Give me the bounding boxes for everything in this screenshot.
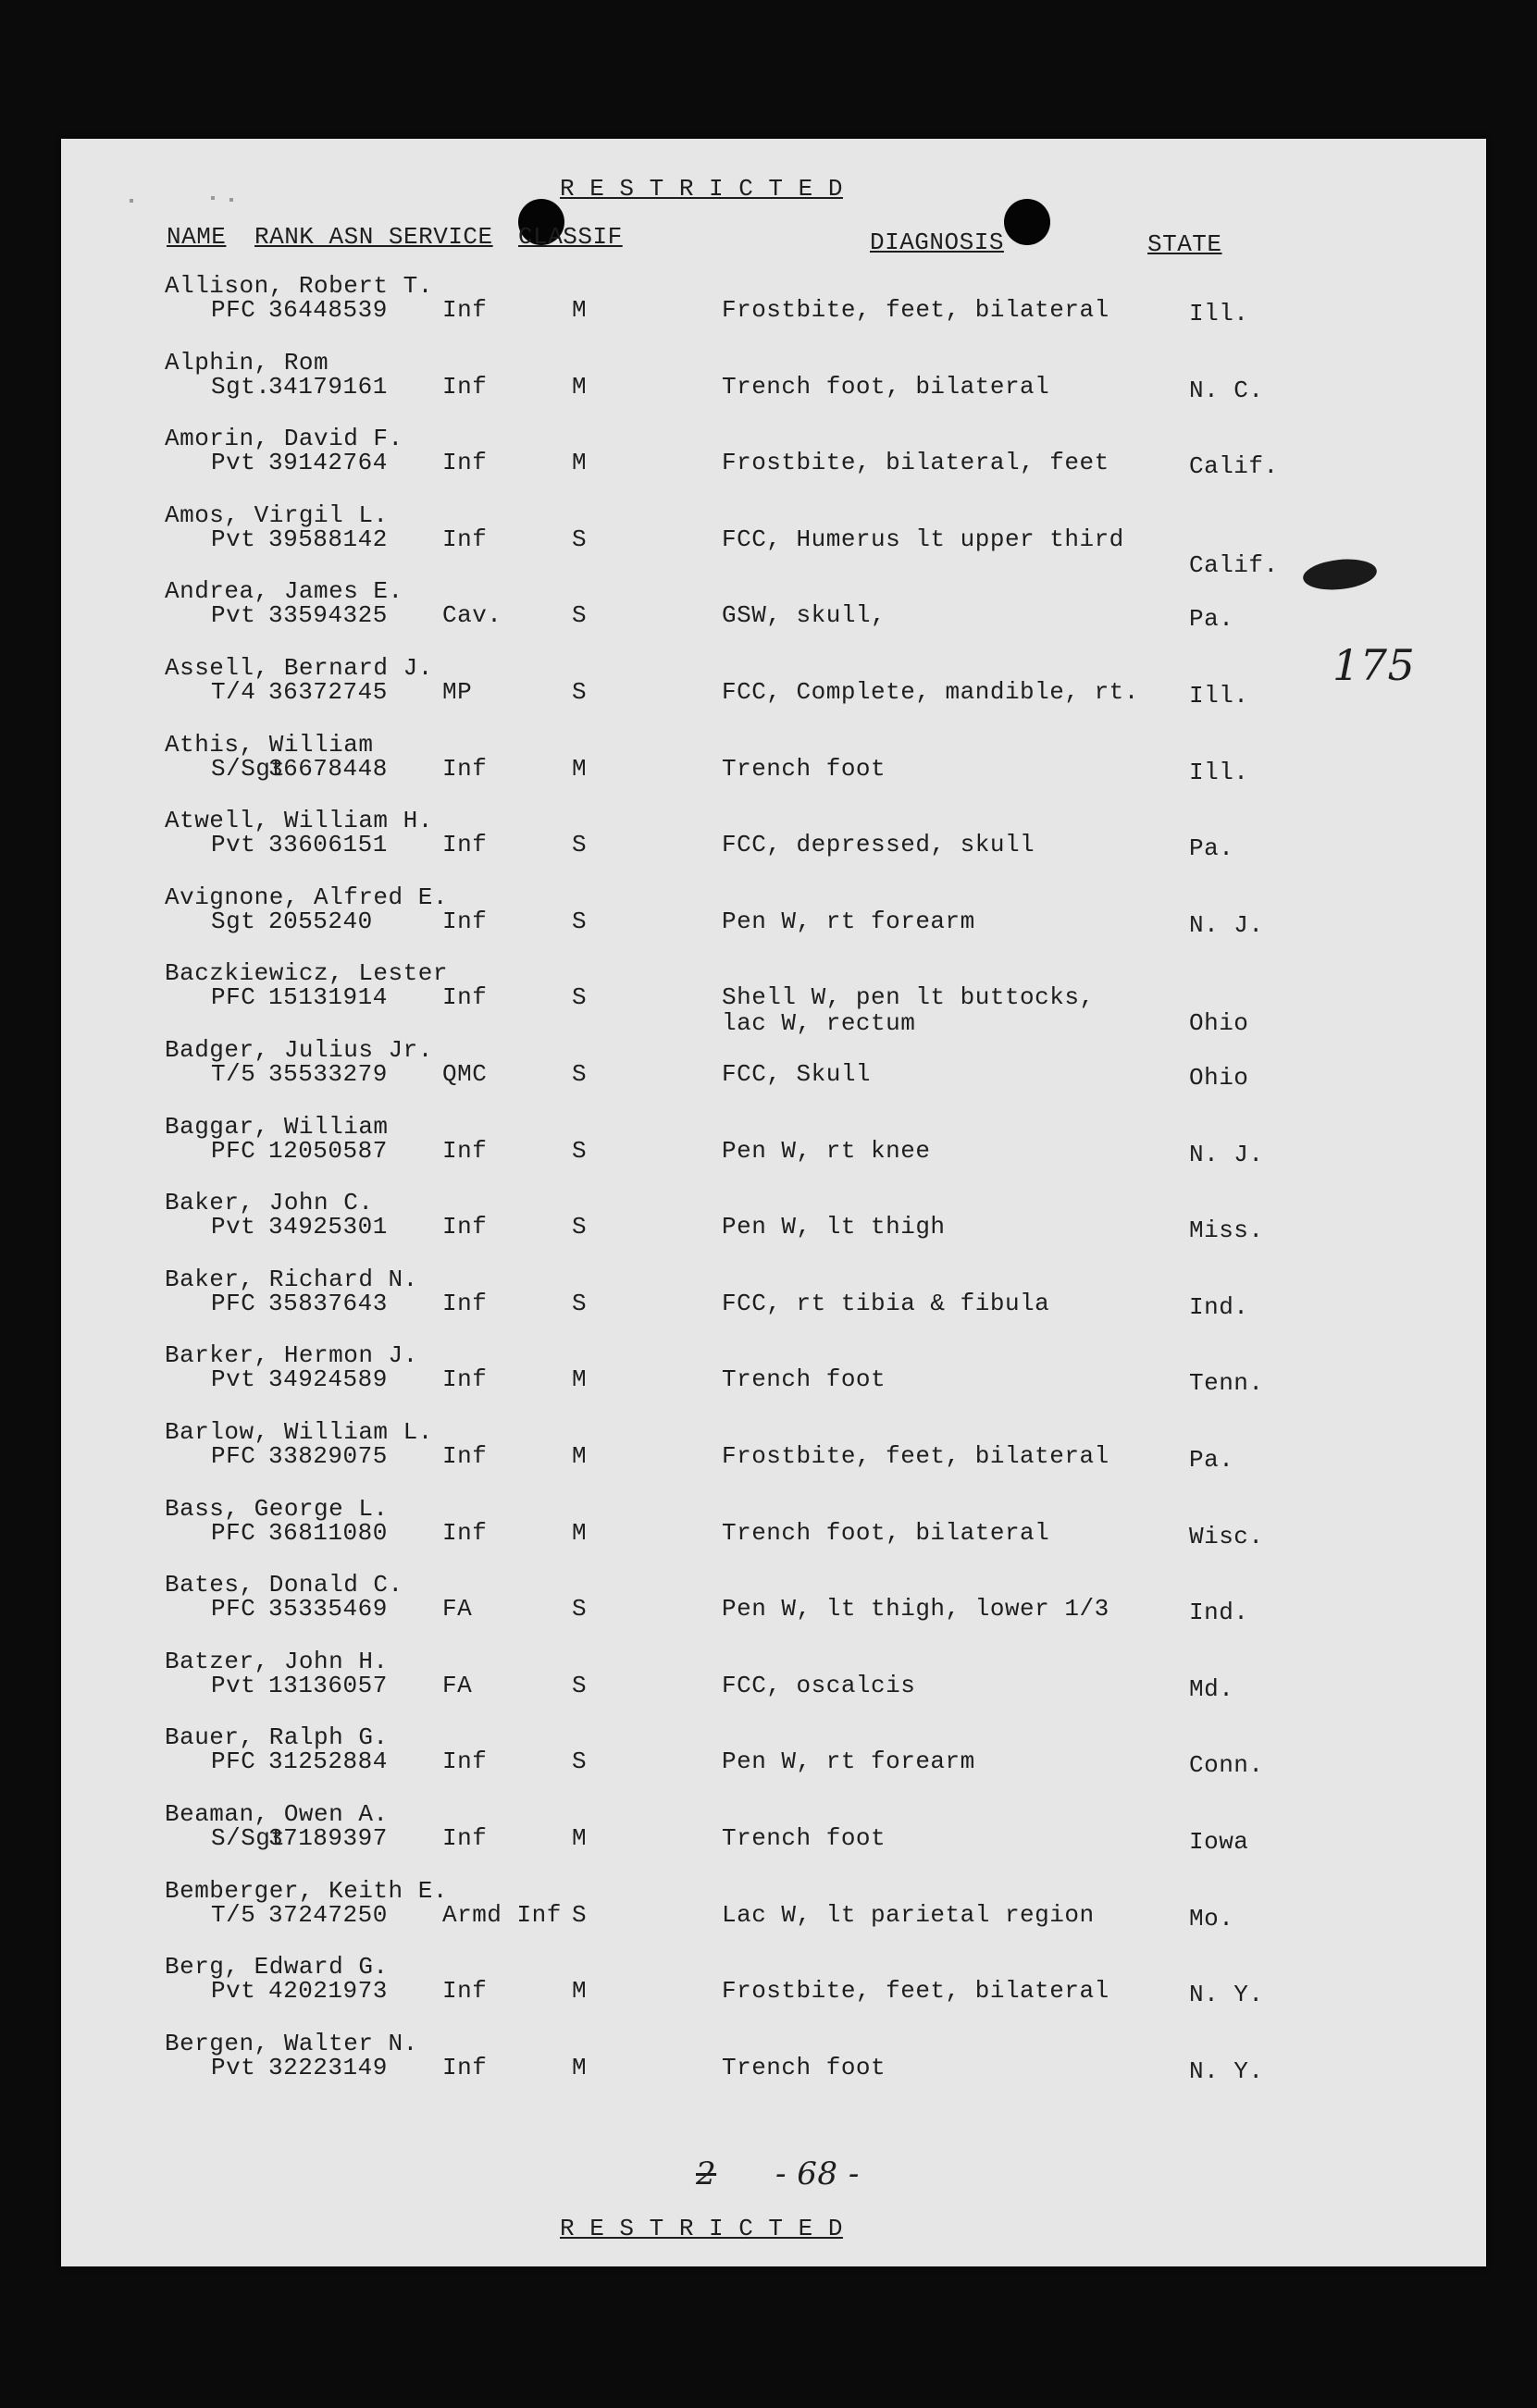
diagnosis-line: Shell W, pen lt buttocks, bbox=[722, 983, 1095, 1011]
state: Tenn. bbox=[1189, 1369, 1264, 1397]
restricted-stamp-bottom: R E S T R I C T E D bbox=[560, 2215, 843, 2242]
soldier-name: Batzer, John H. bbox=[165, 1648, 389, 1675]
state: Miss. bbox=[1189, 1216, 1264, 1244]
service-number: 36678448 bbox=[268, 755, 388, 783]
diagnosis-line: Pen W, lt thigh bbox=[722, 1213, 946, 1241]
service-branch: Inf bbox=[442, 373, 488, 401]
rank: Pvt bbox=[211, 525, 256, 553]
service-branch: Inf bbox=[442, 1137, 488, 1165]
rank: T/5 bbox=[211, 1060, 256, 1088]
rank: T/5 bbox=[211, 1901, 256, 1929]
state: Ohio bbox=[1189, 1064, 1249, 1092]
rank: PFC bbox=[211, 1290, 256, 1317]
service-branch: Inf bbox=[442, 1747, 488, 1775]
classification: M bbox=[572, 2054, 588, 2081]
diagnosis-line: FCC, Complete, mandible, rt. bbox=[722, 678, 1139, 706]
classification: M bbox=[572, 1519, 588, 1547]
service-branch: Inf bbox=[442, 296, 488, 324]
state: Ill. bbox=[1189, 682, 1249, 710]
rank: Pvt bbox=[211, 601, 256, 629]
state: Pa. bbox=[1189, 1446, 1234, 1474]
diagnosis-line: FCC, Humerus lt upper third bbox=[722, 525, 1124, 553]
service-number: 35837643 bbox=[268, 1290, 388, 1317]
soldier-name: Barlow, William L. bbox=[165, 1418, 433, 1446]
diagnosis-line: Pen W, lt thigh, lower 1/3 bbox=[722, 1595, 1109, 1623]
service-branch: Inf bbox=[442, 1365, 488, 1393]
service-number: 39588142 bbox=[268, 525, 388, 553]
rank: Pvt bbox=[211, 2054, 256, 2081]
rank: S/Sgt bbox=[211, 1824, 286, 1852]
state: Pa. bbox=[1189, 834, 1234, 862]
state: N. Y. bbox=[1189, 2057, 1264, 2085]
service-number: 39142764 bbox=[268, 449, 388, 476]
punch-hole-right bbox=[1004, 199, 1050, 245]
rank: Sgt bbox=[211, 908, 256, 935]
header-diagnosis: DIAGNOSIS bbox=[870, 228, 1004, 256]
service-number: 35533279 bbox=[268, 1060, 388, 1088]
diagnosis-line: Trench foot bbox=[722, 1824, 886, 1852]
scan-speck bbox=[211, 196, 215, 200]
service-branch: Inf bbox=[442, 525, 488, 553]
classification: M bbox=[572, 449, 588, 476]
service-number: 36372745 bbox=[268, 678, 388, 706]
service-branch: Cav. bbox=[442, 601, 502, 629]
diagnosis-line: Pen W, rt knee bbox=[722, 1137, 931, 1165]
service-number: 37247250 bbox=[268, 1901, 388, 1929]
soldier-name: Baker, Richard N. bbox=[165, 1266, 418, 1293]
state: Conn. bbox=[1189, 1751, 1264, 1779]
service-branch: Inf bbox=[442, 449, 488, 476]
service-branch: FA bbox=[442, 1595, 473, 1623]
classification: S bbox=[572, 1137, 588, 1165]
state: Ill. bbox=[1189, 759, 1249, 786]
diagnosis-line: Trench foot, bilateral bbox=[722, 373, 1050, 401]
state: Mo. bbox=[1189, 1905, 1234, 1933]
classification: S bbox=[572, 1213, 588, 1241]
rank: Pvt bbox=[211, 1213, 256, 1241]
service-number: 33829075 bbox=[268, 1442, 388, 1470]
diagnosis-line: Frostbite, feet, bilateral bbox=[722, 1977, 1109, 2005]
diagnosis-line: GSW, skull, bbox=[722, 601, 886, 629]
service-number: 42021973 bbox=[268, 1977, 388, 2005]
service-number: 13136057 bbox=[268, 1672, 388, 1699]
soldier-name: Alphin, Rom bbox=[165, 349, 329, 377]
soldier-name: Allison, Robert T. bbox=[165, 272, 433, 300]
state: N. J. bbox=[1189, 1141, 1264, 1168]
scan-speck bbox=[130, 199, 133, 203]
state: N. Y. bbox=[1189, 1981, 1264, 2008]
page-number: - 68 - bbox=[775, 2155, 860, 2192]
service-branch: Armd Inf bbox=[442, 1901, 562, 1929]
state: Iowa bbox=[1189, 1828, 1249, 1856]
diagnosis-line: Pen W, rt forearm bbox=[722, 1747, 975, 1775]
margin-page-note: 175 bbox=[1332, 640, 1416, 690]
classification: S bbox=[572, 1672, 588, 1699]
diagnosis-line: Lac W, lt parietal region bbox=[722, 1901, 1095, 1929]
soldier-name: Andrea, James E. bbox=[165, 577, 403, 605]
soldier-name: Amorin, David F. bbox=[165, 425, 403, 452]
classification: S bbox=[572, 1595, 588, 1623]
soldier-name: Bates, Donald C. bbox=[165, 1571, 403, 1599]
rank: Sgt. bbox=[211, 373, 271, 401]
diagnosis-line: Pen W, rt forearm bbox=[722, 908, 975, 935]
classification: S bbox=[572, 1290, 588, 1317]
state: Calif. bbox=[1189, 452, 1279, 480]
service-number: 34179161 bbox=[268, 373, 388, 401]
state: Md. bbox=[1189, 1675, 1234, 1703]
classification: S bbox=[572, 1901, 588, 1929]
classification: S bbox=[572, 1747, 588, 1775]
service-branch: Inf bbox=[442, 1519, 488, 1547]
soldier-name: Avignone, Alfred E. bbox=[165, 883, 448, 911]
service-number: 31252884 bbox=[268, 1747, 388, 1775]
rank: T/4 bbox=[211, 678, 256, 706]
soldier-name: Assell, Bernard J. bbox=[165, 654, 433, 682]
diagnosis-line: Trench foot bbox=[722, 755, 886, 783]
classification: S bbox=[572, 601, 588, 629]
soldier-name: Atwell, William H. bbox=[165, 807, 433, 834]
diagnosis-line: Frostbite, bilateral, feet bbox=[722, 449, 1109, 476]
soldier-name: Barker, Hermon J. bbox=[165, 1341, 418, 1369]
service-branch: Inf bbox=[442, 1442, 488, 1470]
diagnosis-line: Frostbite, feet, bilateral bbox=[722, 296, 1109, 324]
state: Ohio bbox=[1189, 1009, 1249, 1037]
service-number: 34925301 bbox=[268, 1213, 388, 1241]
soldier-name: Amos, Virgil L. bbox=[165, 501, 389, 529]
diagnosis-line: lac W, rectum bbox=[722, 1009, 916, 1037]
service-number: 37189397 bbox=[268, 1824, 388, 1852]
soldier-name: Baczkiewicz, Lester bbox=[165, 959, 448, 987]
service-branch: Inf bbox=[442, 1977, 488, 2005]
soldier-name: Beaman, Owen A. bbox=[165, 1800, 389, 1828]
header-name: NAME bbox=[167, 223, 227, 251]
soldier-name: Bass, George L. bbox=[165, 1495, 389, 1523]
scan-speck bbox=[229, 198, 233, 202]
service-number: 35335469 bbox=[268, 1595, 388, 1623]
diagnosis-line: FCC, oscalcis bbox=[722, 1672, 916, 1699]
soldier-name: Badger, Julius Jr. bbox=[165, 1036, 433, 1064]
classification: S bbox=[572, 983, 588, 1011]
diagnosis-line: Trench foot bbox=[722, 1365, 886, 1393]
state: Ind. bbox=[1189, 1293, 1249, 1321]
diagnosis-line: Trench foot bbox=[722, 2054, 886, 2081]
header-state: STATE bbox=[1147, 230, 1222, 258]
rank: PFC bbox=[211, 1747, 256, 1775]
rank: PFC bbox=[211, 983, 256, 1011]
classification: S bbox=[572, 678, 588, 706]
soldier-name: Baker, John C. bbox=[165, 1189, 374, 1216]
classification: S bbox=[572, 831, 588, 858]
soldier-name: Bergen, Walter N. bbox=[165, 2030, 418, 2057]
diagnosis-line: FCC, Skull bbox=[722, 1060, 872, 1088]
service-number: 36448539 bbox=[268, 296, 388, 324]
classification: M bbox=[572, 1365, 588, 1393]
rank: PFC bbox=[211, 1595, 256, 1623]
state: N. C. bbox=[1189, 377, 1264, 404]
classification: M bbox=[572, 1442, 588, 1470]
header-classif: CLASSIF bbox=[518, 223, 623, 251]
soldier-name: Bemberger, Keith E. bbox=[165, 1877, 448, 1905]
diagnosis-line: Trench foot, bilateral bbox=[722, 1519, 1050, 1547]
service-branch: Inf bbox=[442, 983, 488, 1011]
rank: PFC bbox=[211, 296, 256, 324]
state: Pa. bbox=[1189, 605, 1234, 633]
service-number: 33606151 bbox=[268, 831, 388, 858]
classification: S bbox=[572, 525, 588, 553]
service-number: 2055240 bbox=[268, 908, 373, 935]
service-number: 32223149 bbox=[268, 2054, 388, 2081]
service-branch: Inf bbox=[442, 1824, 488, 1852]
classification: M bbox=[572, 1824, 588, 1852]
header-rank-asn-service: RANK ASN SERVICE bbox=[254, 223, 493, 251]
classification: S bbox=[572, 908, 588, 935]
state: Ill. bbox=[1189, 300, 1249, 327]
classification: M bbox=[572, 296, 588, 324]
service-number: 15131914 bbox=[268, 983, 388, 1011]
rank: Pvt bbox=[211, 831, 256, 858]
service-branch: MP bbox=[442, 678, 473, 706]
rank: Pvt bbox=[211, 1672, 256, 1699]
soldier-name: Bauer, Ralph G. bbox=[165, 1723, 389, 1751]
rank: PFC bbox=[211, 1442, 256, 1470]
service-number: 34924589 bbox=[268, 1365, 388, 1393]
service-branch: Inf bbox=[442, 1290, 488, 1317]
state: Wisc. bbox=[1189, 1523, 1264, 1550]
state: Calif. bbox=[1189, 551, 1279, 579]
rank: Pvt bbox=[211, 1977, 256, 2005]
service-branch: Inf bbox=[442, 755, 488, 783]
classification: M bbox=[572, 373, 588, 401]
rank: PFC bbox=[211, 1519, 256, 1547]
soldier-name: Athis, William bbox=[165, 731, 374, 759]
rank: S/Sgt bbox=[211, 755, 286, 783]
service-branch: Inf bbox=[442, 831, 488, 858]
rank: PFC bbox=[211, 1137, 256, 1165]
diagnosis-line: FCC, depressed, skull bbox=[722, 831, 1035, 858]
service-number: 12050587 bbox=[268, 1137, 388, 1165]
classification: S bbox=[572, 1060, 588, 1088]
soldier-name: Berg, Edward G. bbox=[165, 1953, 389, 1981]
service-branch: QMC bbox=[442, 1060, 488, 1088]
rank: Pvt bbox=[211, 449, 256, 476]
state: Ind. bbox=[1189, 1599, 1249, 1626]
diagnosis-line: FCC, rt tibia & fibula bbox=[722, 1290, 1050, 1317]
service-branch: Inf bbox=[442, 1213, 488, 1241]
service-branch: Inf bbox=[442, 908, 488, 935]
diagnosis-line: Frostbite, feet, bilateral bbox=[722, 1442, 1109, 1470]
rank: Pvt bbox=[211, 1365, 256, 1393]
restricted-stamp-top: R E S T R I C T E D bbox=[560, 175, 843, 203]
crossed-out-page-number: 2 bbox=[696, 2155, 717, 2192]
classification: M bbox=[572, 1977, 588, 2005]
service-branch: Inf bbox=[442, 2054, 488, 2081]
soldier-name: Baggar, William bbox=[165, 1113, 389, 1141]
service-branch: FA bbox=[442, 1672, 473, 1699]
service-number: 33594325 bbox=[268, 601, 388, 629]
service-number: 36811080 bbox=[268, 1519, 388, 1547]
classification: M bbox=[572, 755, 588, 783]
state: N. J. bbox=[1189, 911, 1264, 939]
